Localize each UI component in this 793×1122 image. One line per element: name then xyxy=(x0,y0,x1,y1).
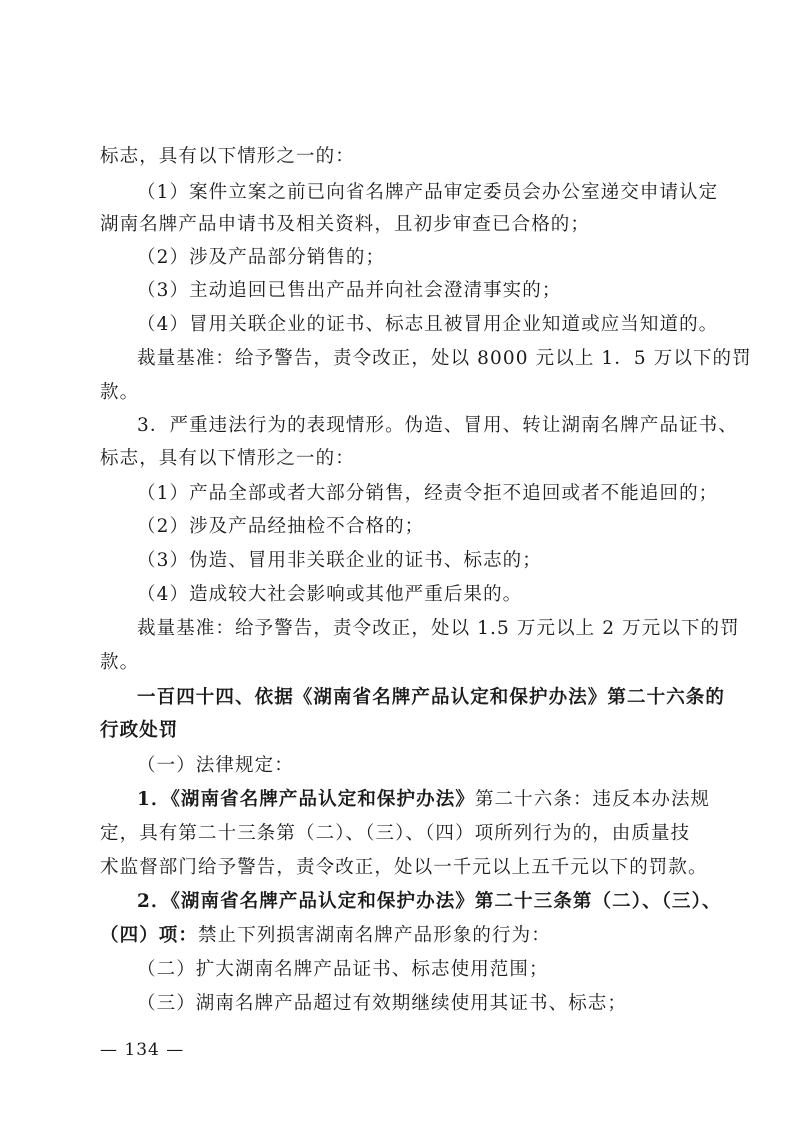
section-heading: 一百四十四、依据《湖南省名牌产品认定和保护办法》第二十六条的 xyxy=(137,687,726,708)
text-line: （3）伪造、冒用非关联企业的证书、标志的； xyxy=(137,550,542,571)
text-line: （4）造成较大社会影响或其他严重后果的。 xyxy=(137,584,523,605)
text-line: （2）涉及产品经抽检不合格的； xyxy=(137,516,425,537)
text-line: （1）案件立案之前已向省名牌产品审定委员会办公室递交申请认定 xyxy=(137,182,719,203)
page-number: — 134 — xyxy=(100,1040,185,1060)
text-line xyxy=(137,787,737,813)
text-line: （4）冒用关联企业的证书、标志且被冒用企业知道或应当知道的。 xyxy=(137,314,719,335)
text-line: 标志，具有以下情形之一的： xyxy=(100,146,355,167)
text-line: （三）湖南名牌产品超过有效期继续使用其证书、标志； xyxy=(137,993,628,1014)
text-line: 标志，具有以下情形之一的： xyxy=(100,448,355,469)
text-line: 裁量基准：给予警告，责令改正，处以 1.5 万元以上 2 万元以下的罚 xyxy=(137,618,740,639)
text-line xyxy=(100,923,700,949)
text-line: （二）扩大湖南名牌产品证书、标志使用范围； xyxy=(137,959,549,980)
text-line: 3．严重违法行为的表现情形。伪造、冒用、转让湖南名牌产品证书、 xyxy=(137,415,738,436)
text-line: 湖南名牌产品申请书及相关资料，且初步审查已合格的； xyxy=(100,214,591,235)
text-line: 款。 xyxy=(100,652,140,673)
text-line: 术监督部门给予警告，责令改正，处以一千元以上五千元以下的罚款。 xyxy=(100,857,708,878)
text-line: 裁量基准：给予警告，责令改正，处以 8000 元以上 1．5 万以下的罚 xyxy=(137,348,752,369)
section-heading: 行政处罚 xyxy=(100,720,179,741)
text-line: （一）法律规定： xyxy=(137,755,294,776)
law-article: 禁止下列损害湖南名牌产品形象的行为： xyxy=(198,925,551,946)
law-reference: （四）项： xyxy=(100,925,199,946)
text-line: （2）涉及产品部分销售的； xyxy=(137,247,386,268)
law-article: 第二十六条：违反本办法规 xyxy=(474,789,711,810)
text-line: （3）主动追回已售出产品并向社会澄清事实的； xyxy=(137,280,562,301)
text-line: （1）产品全部或者大部分销售，经责令拒不追回或者不能追回的； xyxy=(137,483,719,504)
law-reference: 1．《湖南省名牌产品认定和保护办法》 xyxy=(137,789,475,810)
text-line: 款。 xyxy=(100,382,140,403)
law-reference: 2．《湖南省名牌产品认定和保护办法》第二十三条第（二）、（三）、 xyxy=(137,891,722,912)
text-line: 定，具有第二十三条第（二）、（三）、（四）项所列行为的，由质量技 xyxy=(100,823,691,844)
